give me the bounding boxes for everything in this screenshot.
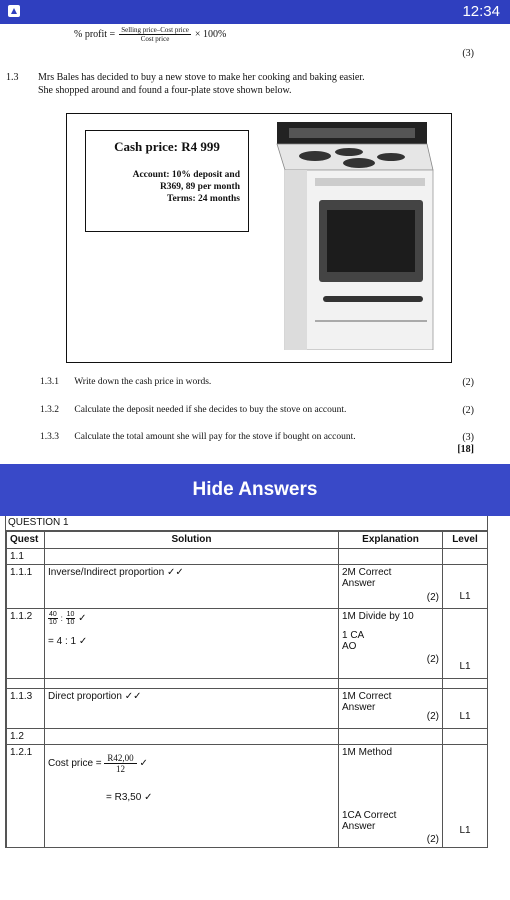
subquestion-text: Calculate the deposit needed if she decides to buy the stove on account. — [74, 405, 347, 415]
quest-cell: 1.1.2 — [7, 609, 45, 679]
cost-price-label: Cost price = — [48, 758, 102, 770]
explanation-line: AO — [342, 641, 357, 652]
tick-mark: ✓ — [78, 613, 87, 625]
level-value: L1 — [459, 825, 471, 836]
formula-marks: (3) — [462, 48, 474, 59]
explanation-line: 1CA Correct — [342, 810, 397, 821]
account-terms — [86, 169, 248, 205]
subquestion-marks: (3) — [462, 432, 474, 443]
solution-cell — [45, 745, 339, 848]
memo-grid — [6, 531, 488, 848]
ratio-fraction: $\frac{40}{10}$ — [49, 611, 57, 626]
header-quest: Quest — [7, 532, 45, 549]
level-cell — [443, 609, 488, 679]
explanation-line: 2M Correct — [342, 567, 392, 578]
subquestion-1-3-1 — [40, 377, 211, 387]
table-row — [7, 549, 488, 565]
question-paper — [0, 24, 510, 464]
app-icon — [8, 5, 20, 17]
cash-price: Cash price: R4 999 — [114, 139, 220, 154]
explanation-line: 1 CA — [342, 630, 365, 641]
level-value: L1 — [459, 661, 471, 672]
level-cell — [443, 745, 488, 848]
explanation-cell — [339, 565, 443, 609]
subquestion-1-3-3 — [40, 432, 356, 442]
memo-title: QUESTION 1 — [6, 516, 487, 531]
ratio-expression — [48, 611, 335, 626]
table-row — [7, 689, 488, 729]
stove-illustration — [275, 120, 435, 350]
subquestion-marks: (2) — [462, 377, 474, 388]
level-value: L1 — [459, 711, 471, 722]
explanation-cell — [339, 689, 443, 729]
quest-cell: 1.2 — [7, 729, 45, 745]
subquestion-number: 1.3.2 — [40, 405, 59, 415]
level-cell — [443, 689, 488, 729]
cost-price-fraction: $\frac{R42,00}{12}$ — [104, 753, 136, 774]
marks-value: (2) — [426, 654, 439, 665]
header-level: Level — [443, 532, 488, 549]
level-value: L1 — [459, 591, 471, 602]
subquestion-number: 1.3.3 — [40, 432, 59, 442]
explanation-line: Answer — [342, 821, 376, 832]
quest-cell: 1.1.1 — [7, 565, 45, 609]
explanation-line: Answer — [342, 702, 376, 713]
table-row — [7, 609, 488, 679]
cost-price-expression — [48, 753, 335, 774]
quest-cell: 1.2.1 — [7, 745, 45, 848]
account-line1: Account: 10% deposit and — [132, 170, 240, 180]
explanation-cell — [339, 745, 443, 848]
profit-formula — [74, 26, 226, 43]
ratio-result: = 4 : 1 ✓ — [48, 636, 88, 647]
formula-suffix: × 100% — [194, 29, 227, 40]
subquestion-marks: (2) — [462, 405, 474, 416]
cost-price-result: = R3,50 ✓ — [106, 792, 153, 803]
subquestion-1-3-2 — [40, 405, 346, 415]
header-explanation: Explanation — [339, 532, 443, 549]
account-line2: R369, 89 per month — [159, 182, 240, 192]
solution-cell: Direct proportion ✓✓ — [45, 689, 339, 729]
hide-answers-button[interactable]: Hide Answers — [0, 464, 510, 516]
subquestion-text: Calculate the total amount she will pay for the stove if bought on account. — [74, 432, 356, 442]
memo-table — [5, 516, 488, 848]
marks-value: (2) — [426, 834, 439, 845]
formula-fraction — [119, 26, 191, 43]
question-text-line2: She shopped around and found a four-plate stove shown below. — [38, 85, 292, 96]
ratio-separator: : — [60, 614, 63, 624]
stove-figure — [66, 113, 452, 363]
table-row — [7, 565, 488, 609]
formula-numerator: Selling price–Cost price — [121, 26, 189, 34]
formula-prefix: % profit = — [74, 29, 116, 40]
level-cell — [443, 565, 488, 609]
explanation-line: 1M Method — [342, 747, 393, 758]
question-text-line1: Mrs Bales has decided to buy a new stove to make her cooking and baking easier. — [38, 72, 365, 83]
status-bar — [0, 0, 510, 24]
marks-value: (2) — [426, 592, 439, 603]
tick-mark: ✓ — [139, 758, 148, 770]
marks-value: (2) — [426, 711, 439, 722]
solution-cell: Inverse/Indirect proportion ✓✓ — [45, 565, 339, 609]
explanation-line: Answer — [342, 578, 376, 589]
subquestion-number: 1.3.1 — [40, 377, 59, 387]
subquestion-text: Write down the cash price in words. — [74, 377, 212, 387]
table-row — [7, 745, 488, 848]
solution-cell — [45, 609, 339, 679]
account-line3: Terms: 24 months — [166, 194, 240, 204]
table-row — [7, 679, 488, 689]
quest-cell: 1.1 — [7, 549, 45, 565]
explanation-cell — [339, 609, 443, 679]
explanation-line: 1M Divide by 10 — [342, 611, 414, 622]
explanation-line: 1M Correct — [342, 691, 392, 702]
question-number: 1.3 — [6, 72, 19, 83]
header-solution: Solution — [45, 532, 339, 549]
status-time: 12:34 — [462, 3, 500, 20]
quest-cell: 1.1.3 — [7, 689, 45, 729]
total-marks: [18] — [457, 444, 474, 455]
price-box — [85, 130, 249, 232]
formula-denominator: Cost price — [140, 35, 170, 43]
table-header-row — [7, 532, 488, 549]
ratio-fraction: $\frac{10}{10}$ — [66, 611, 75, 626]
table-row — [7, 729, 488, 745]
